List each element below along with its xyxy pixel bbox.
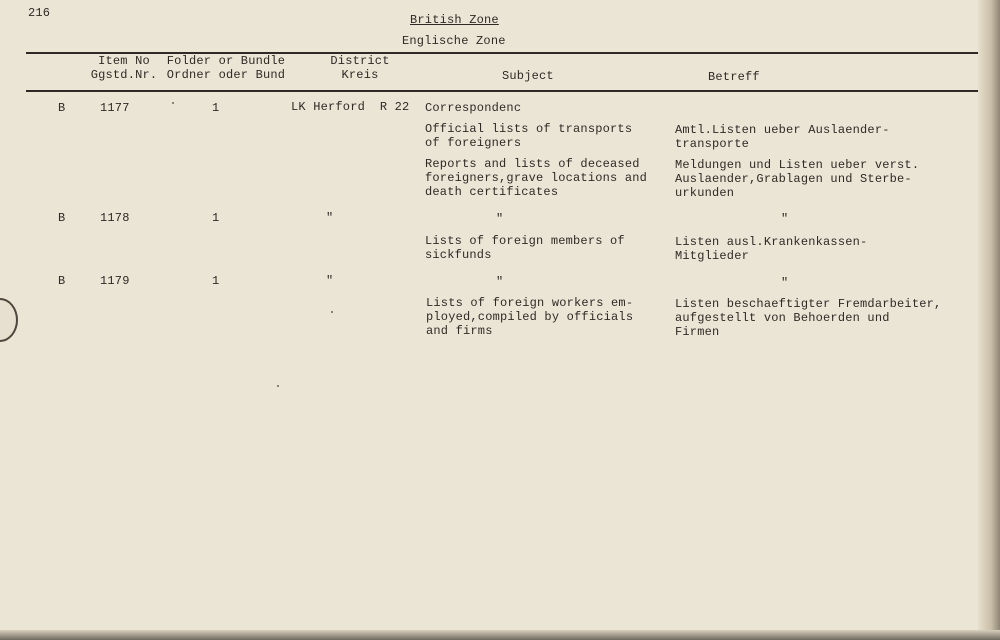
entry-subject: Lists of foreign workers em- ployed,compiled by officials and firms: [426, 296, 634, 338]
entry-betreff: Amtl.Listen ueber Auslaender- transporte: [675, 123, 890, 151]
entry-folder: 1: [212, 274, 220, 288]
header-district-en: District: [330, 54, 390, 68]
title-german: Englische Zone: [402, 34, 506, 48]
entry-subject: ": [496, 275, 504, 289]
entry-betreff: Meldungen und Listen ueber verst. Auslaender,Grablagen und Sterbe- urkunden: [675, 158, 920, 200]
header-bottom-rule: [26, 90, 978, 92]
entry-subject: Official lists of transports of foreigners: [425, 122, 633, 150]
header-betreff: Betreff: [708, 70, 760, 84]
entry-folder: 1: [212, 101, 220, 115]
entry-series: B: [58, 101, 66, 115]
header-subject: Subject: [502, 69, 554, 83]
header-folder-en: Folder or Bundle: [166, 54, 286, 68]
header-item-no-de: Ggstd.Nr.: [90, 68, 158, 82]
entry-item-no: 1178: [100, 211, 130, 225]
page-number: 216: [28, 6, 51, 20]
entry-subject: Reports and lists of deceased foreigners,grave locations and death certificates: [425, 157, 648, 199]
entry-betreff: ": [781, 212, 789, 226]
header-folder-de: Ordner oder Bund: [166, 68, 286, 82]
entry-betreff: ": [781, 276, 789, 290]
entry-subject: ": [496, 212, 504, 226]
entry-district: ": [326, 211, 334, 225]
entry-series: B: [58, 211, 66, 225]
entry-subject: Correspondenc: [425, 101, 522, 115]
entry-district: LK Herford R 22: [291, 100, 410, 114]
ink-speck: [331, 311, 333, 313]
page-edge-right: [978, 0, 1000, 640]
entry-district: ": [326, 274, 334, 288]
ink-speck: [172, 102, 174, 104]
entry-series: B: [58, 274, 66, 288]
entry-subject: Lists of foreign members of sickfunds: [425, 234, 625, 262]
page-edge-bottom: [0, 630, 1000, 640]
header-district-de: Kreis: [341, 68, 379, 82]
entry-betreff: Listen beschaeftigter Fremdarbeiter, aufgestellt von Behoerden und Firmen: [675, 297, 942, 339]
header-item-no-en: Item No: [98, 54, 150, 68]
entry-betreff: Listen ausl.Krankenkassen- Mitglieder: [675, 235, 868, 263]
entry-item-no: 1177: [100, 101, 130, 115]
ink-speck: [277, 385, 279, 387]
entry-folder: 1: [212, 211, 220, 225]
title-english: British Zone: [410, 13, 499, 27]
entry-item-no: 1179: [100, 274, 130, 288]
